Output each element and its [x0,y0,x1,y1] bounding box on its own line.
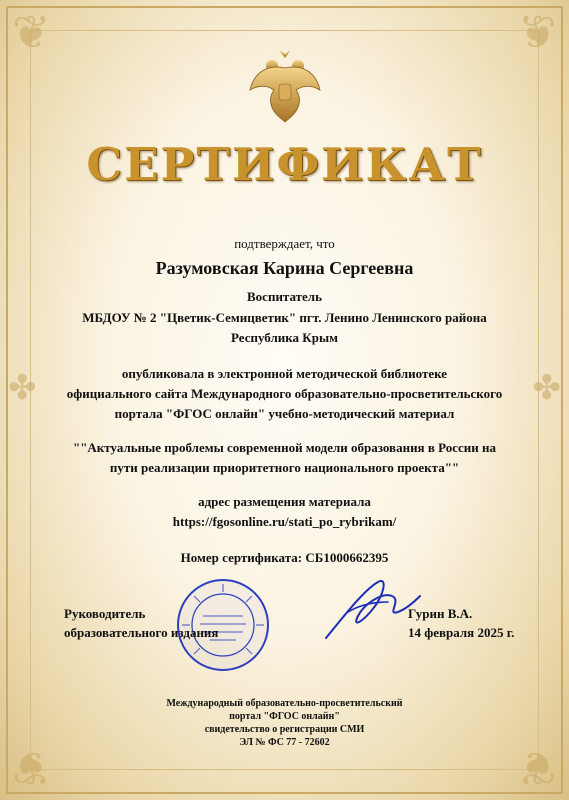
body-line: официального сайта Международного образовательно-просветительского [66,386,503,401]
certificate-number: Номер сертификата: СБ1000662395 [180,550,389,565]
signer-info [408,604,514,642]
material-title-line: пути реализации приоритетного национального проекта"" [109,460,460,475]
signer-title-line: Руководитель [64,606,146,621]
confirms-text: подтверждает, что [234,236,335,251]
footer-line: портал "ФГОС онлайн" [229,711,340,722]
footer-line: Международный образовательно-просветительский [166,698,403,709]
footer-line: свидетельство о регистрации СМИ [204,724,365,735]
region: Республика Крым [231,330,338,345]
signer-name: Гурин В.А. [408,606,473,621]
side-ornament-icon: ✤ [8,370,37,407]
double-headed-eagle-icon [248,46,322,124]
corner-ornament-icon: ❦ [518,7,557,58]
corner-ornament-icon: ❦ [518,742,557,793]
footer-line: ЭЛ № ФС 77 - 72602 [239,737,330,748]
address-label: адрес размещения материала [198,494,371,509]
recipient-name: Разумовская Карина Сергеевна [155,258,414,278]
signer-title-line: образовательного издания [64,625,219,640]
institution: МБДОУ № 2 "Цветик-Семицветик" пгт. Ленино Ленинского района [82,310,487,325]
address-url: https://fgosonline.ru/stati_po_rybrikam/ [172,514,397,529]
side-ornament-icon: ✤ [532,370,561,407]
corner-ornament-icon: ❦ [12,742,51,793]
signer-title [64,604,218,642]
position: Воспитатель [247,289,322,304]
material-title-line: ""Актуальные проблемы современной модели образования в России на [72,440,496,455]
body-line: портала "ФГОС онлайн" учебно-методический материал [114,406,455,421]
issue-date: 14 февраля 2025 г. [408,625,515,640]
body-line: опубликовала в электронной методической библиотеке [121,366,448,381]
certificate-title: СЕРТИФИКАТ [86,138,483,191]
corner-ornament-icon: ❦ [12,7,51,58]
